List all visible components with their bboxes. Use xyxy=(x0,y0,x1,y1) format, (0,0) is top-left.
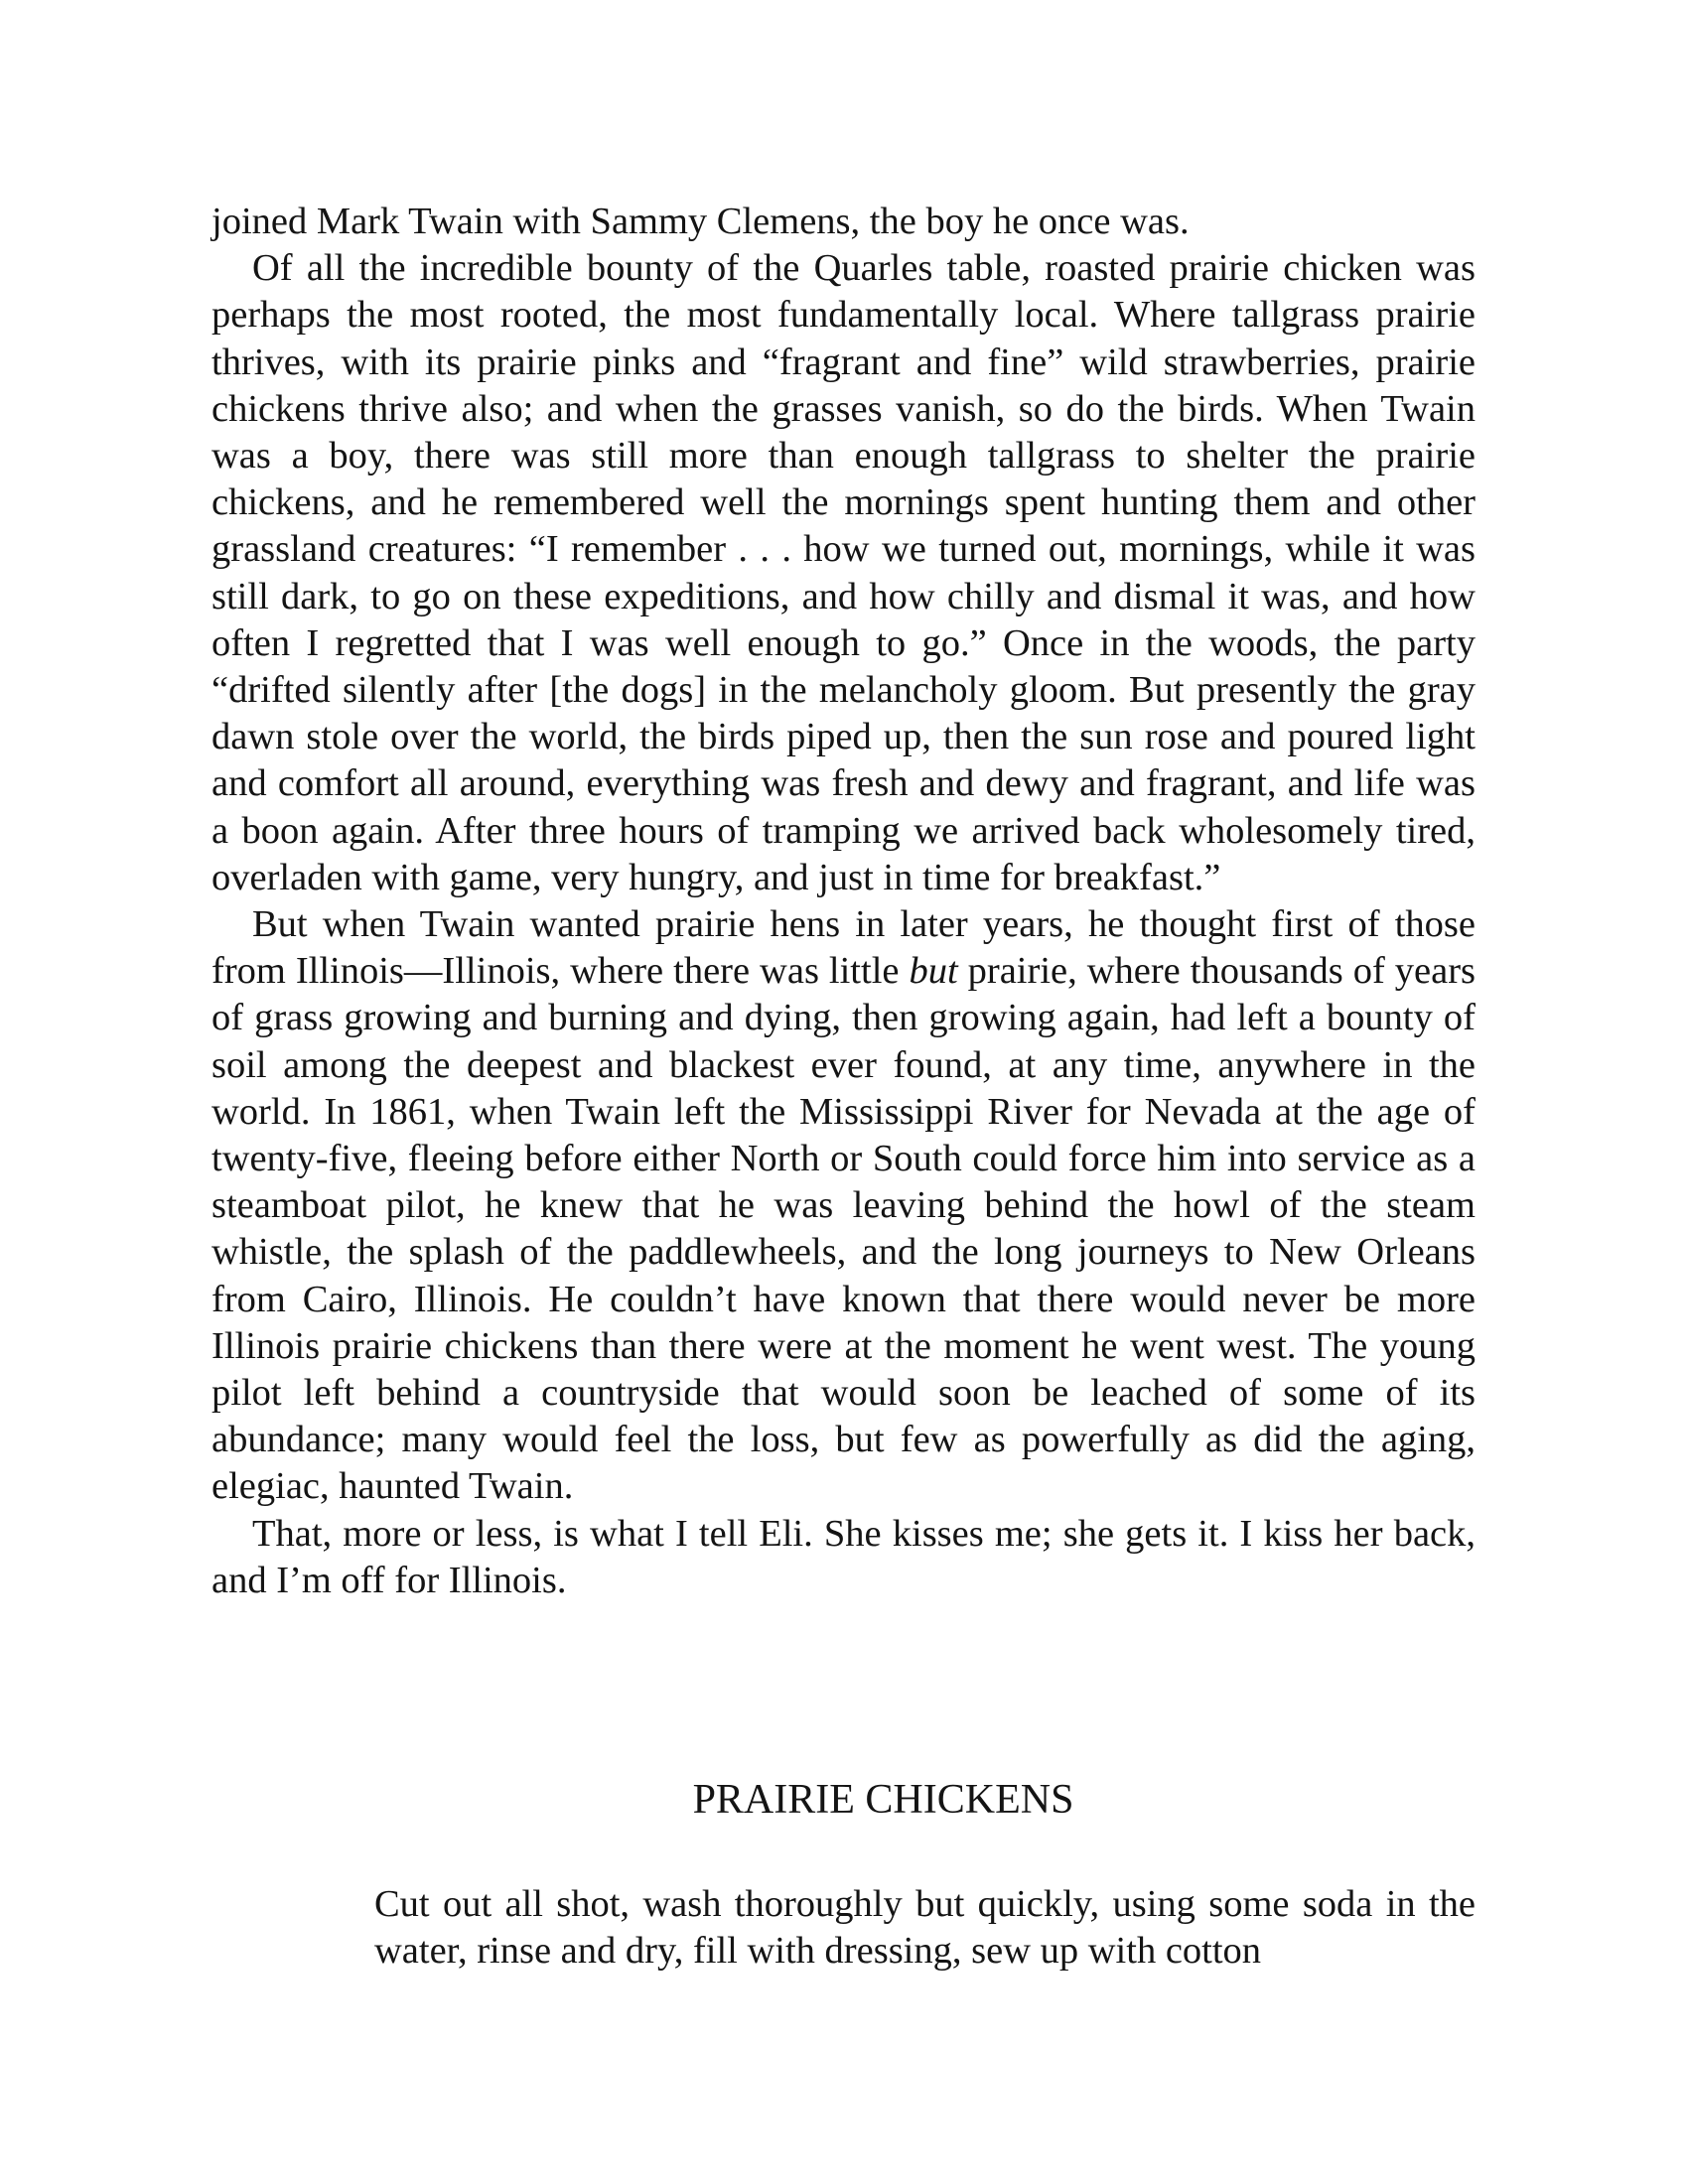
page-body xyxy=(211,199,1477,1973)
paragraph-illinois xyxy=(211,901,1476,1511)
recipe-title: PRAIRIE CHICKENS xyxy=(692,1777,1074,1823)
paragraph-illinois-part1: But when Twain wanted prairie hens in later years, he thought first of those from Illinois—Illinois, where there was little xyxy=(211,903,1476,993)
paragraph-continuation: joined Mark Twain with Sammy Clemens, the boy he once was. xyxy=(211,201,1190,242)
paragraph-prairie-chicken: Of all the incredible bounty of the Quarles table, roasted prairie chicken was perhaps the most rooted, the most fundamentally local. Where tallgrass prairie thrives, with its prairie pinks and “fragrant and fine” wild strawberries, prairie chickens thrive also; and when the grasses vanish, so do the birds. When Twain was a boy, there was still more than enough tallgrass to shelter the prairie chickens, and he remembered well the mornings spent hunting them and other grassland creatures: “I remember . . . how we turned out, mornings, while it was still dark, to go on these expeditions, and how chilly and dismal it was, and how often I regretted that I was well enough to go.” Once in the woods, the party “drifted silently after [the dogs] in the melancholy gloom. But presently the gray dawn stole over the world, the birds piped up, then the sun rose and poured light and comfort all around, everything was fresh and dewy and fragrant, and life was a boon again. After three hours of tramping we arrived back wholesomely tired, overladen with game, very hungry, and just in time for breakfast.” xyxy=(211,247,1476,898)
paragraph-eli: That, more or less, is what I tell Eli. She kisses me; she gets it. I kiss her back, and I’m off for Illinois. xyxy=(211,1512,1476,1601)
italic-but: but xyxy=(909,950,958,993)
paragraph-illinois-part2: prairie, where thousands of years of grass growing and burning and dying, then growing again, had left a bounty of soil among the deepest and blackest ever found, at any time, anywhere in the world. In 1861, when Twain left the Mississippi River for Nevada at the age of twenty-five, fleeing before either North or South could force him into service as a steamboat pilot, he knew that he was leaving behind the howl of the steam whistle, the splash of the paddlewheels, and the long journeys to New Orleans from Cairo, Illinois. He couldn’t have known that there would never be more Illinois prairie chickens than there were at the moment he went west. The young pilot left behind a countryside that would soon be leached of some of its abundance; many would feel the loss, but few as powerfully as did the aging, elegiac, haunted Twain. xyxy=(211,950,1477,1508)
recipe-text: Cut out all shot, wash thoroughly but quickly, using some soda in the water, rinse and dry, fill with dressing, sew up with cotton xyxy=(374,1883,1476,1973)
